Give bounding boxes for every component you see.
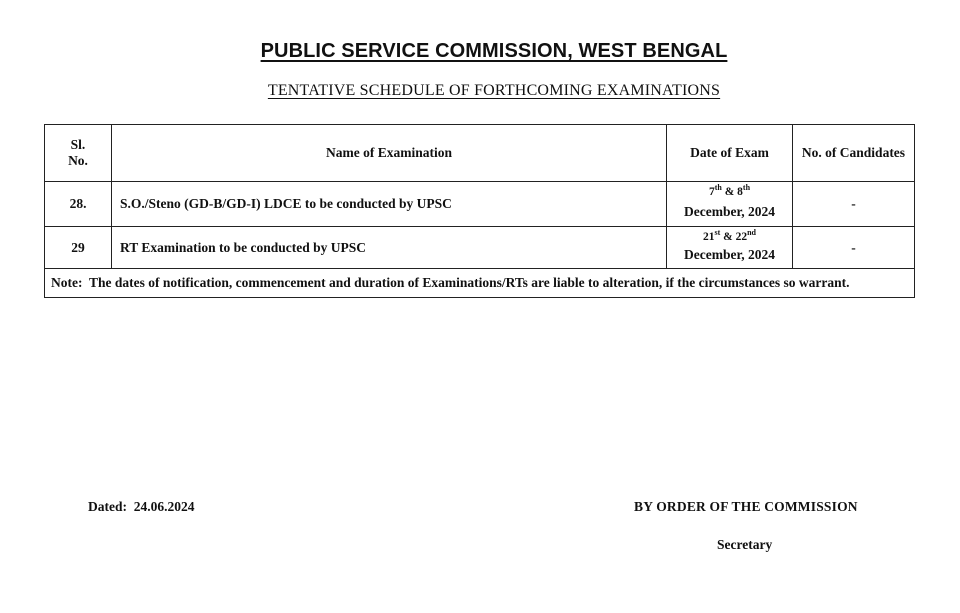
- date-month: December, 2024: [684, 204, 775, 219]
- row-exam-date: [667, 182, 793, 227]
- date-day-start-suffix: st: [714, 227, 721, 237]
- date-days: [667, 184, 792, 200]
- date-month: December, 2024: [684, 246, 775, 262]
- row-serial: 29: [45, 227, 112, 269]
- date-day-start: 21: [702, 230, 715, 243]
- table-header-row: [45, 125, 915, 182]
- table-note: Note: The dates of notification, commencement and duration of Examinations/RTs are liable to alteration, if the circumstances so warrant.: [45, 269, 915, 298]
- date-day-end-suffix: nd: [747, 227, 757, 237]
- note-row: [45, 269, 915, 298]
- exam-schedule-table: [44, 124, 915, 298]
- by-order-line: BY ORDER OF THE COMMISSION: [634, 499, 858, 514]
- date-day-start-suffix: th: [714, 183, 722, 193]
- dated-line: Dated: 24.06.2024: [88, 499, 195, 514]
- table-row: [45, 182, 915, 227]
- date-day-end: 8: [737, 186, 743, 198]
- header-exam-date: Date of Exam: [667, 125, 793, 182]
- date-day-end-suffix: th: [742, 183, 751, 193]
- date-day-start: 7: [708, 186, 715, 198]
- date-join: &: [721, 186, 738, 198]
- organization-title: PUBLIC SERVICE COMMISSION, WEST BENGAL: [260, 40, 728, 62]
- row-exam-date: [667, 227, 793, 269]
- table-row: [45, 227, 915, 269]
- header-serial-line2: No.: [68, 153, 88, 168]
- header-serial-line1: Sl.: [70, 137, 86, 152]
- header-exam-name: Name of Examination: [112, 125, 667, 182]
- date-days: [667, 227, 792, 244]
- row-serial: 28.: [45, 182, 112, 227]
- header-candidates: No. of Candidates: [793, 125, 915, 182]
- date-join: &: [720, 230, 736, 243]
- row-exam-name: S.O./Steno (GD-B/GD-I) LDCE to be conducted by UPSC: [112, 182, 667, 227]
- header-serial-number: [45, 125, 112, 182]
- date-day-end: 22: [735, 230, 748, 243]
- row-candidates: -: [793, 182, 915, 227]
- schedule-subtitle: TENTATIVE SCHEDULE OF FORTHCOMING EXAMINATIONS: [267, 82, 721, 99]
- row-exam-name: RT Examination to be conducted by UPSC: [112, 227, 667, 269]
- signatory: Secretary: [717, 537, 773, 552]
- row-candidates: -: [793, 227, 915, 269]
